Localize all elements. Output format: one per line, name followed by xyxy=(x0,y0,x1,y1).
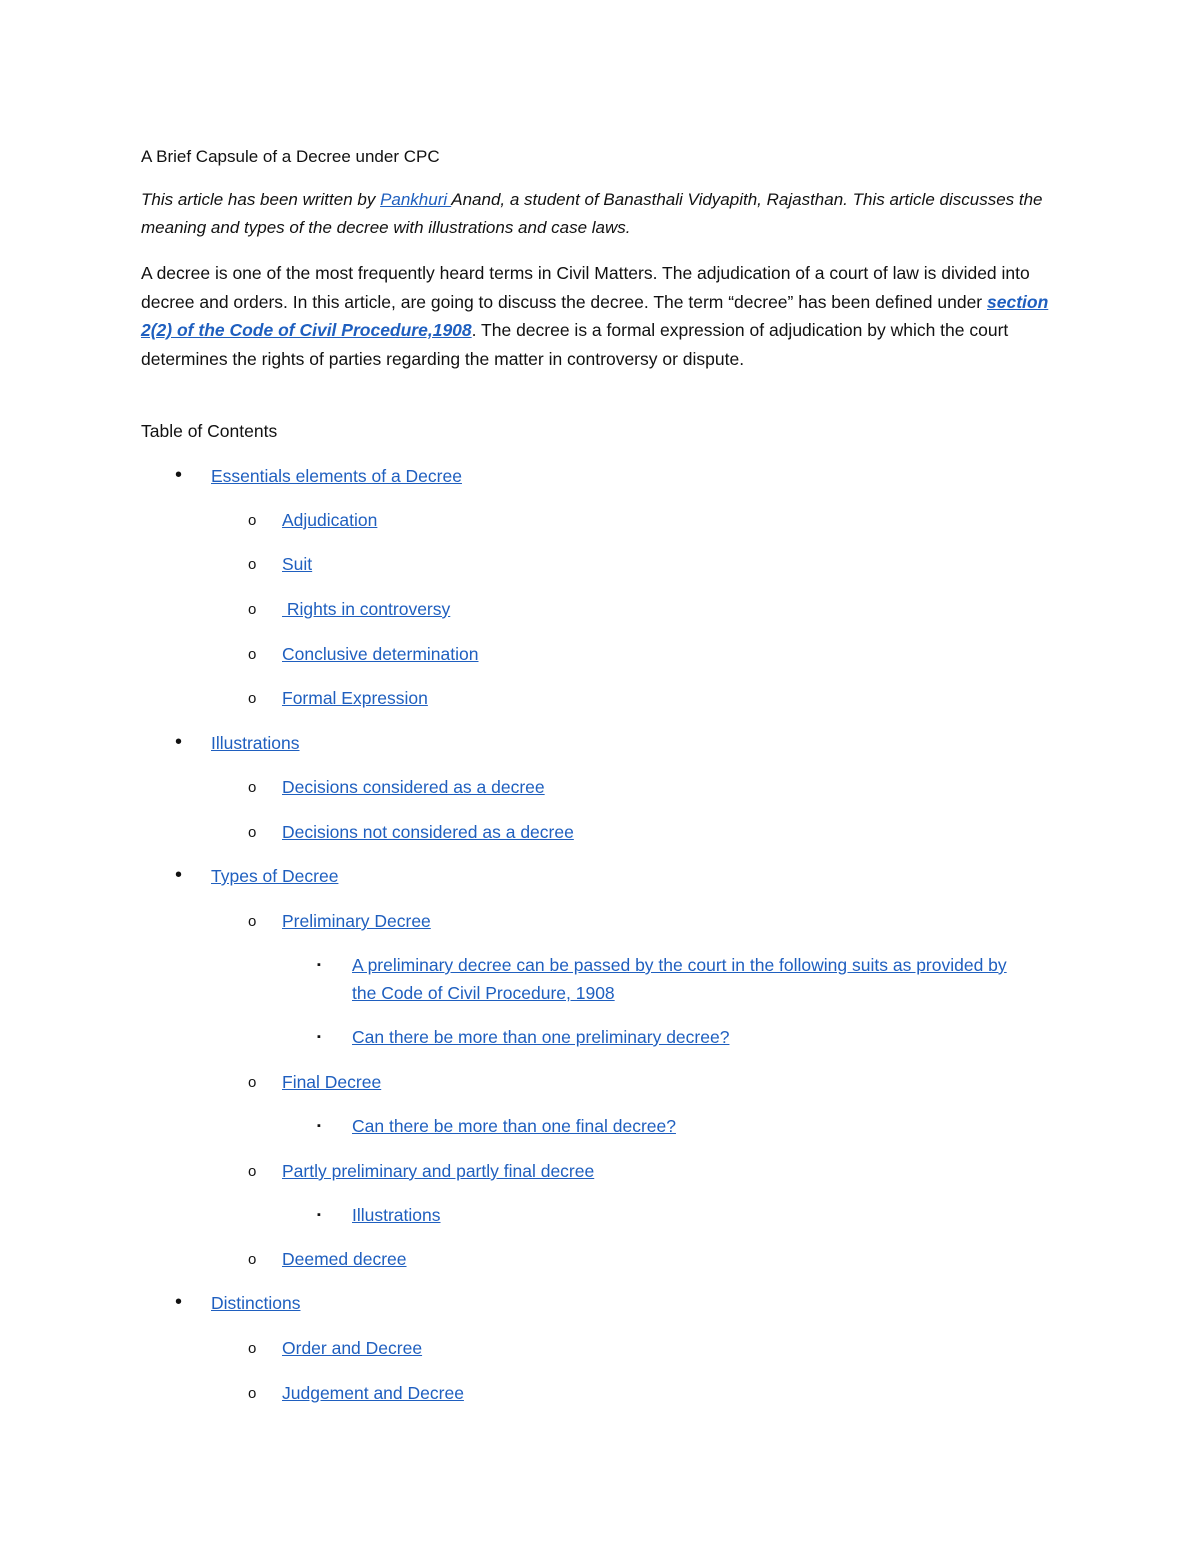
toc-link[interactable]: Can there be more than one final decree? xyxy=(352,1116,676,1136)
toc-item-formal-expression[interactable] xyxy=(248,684,428,712)
toc-link[interactable]: Formal Expression xyxy=(282,688,428,708)
bullet-icon: • xyxy=(175,1291,183,1313)
toc-item-adjudication[interactable] xyxy=(248,506,378,534)
toc-link[interactable]: A preliminary decree can be passed by the court in the following suits as provided by the Code of Civil Procedure, 1908 xyxy=(352,955,1007,1003)
toc-link[interactable]: Final Decree xyxy=(282,1072,382,1092)
article-byline xyxy=(141,186,1071,242)
cpc-section-link[interactable]: section 2(2) of the Code of Civil Procedure,1908 xyxy=(141,291,1049,340)
circle-bullet-icon: o xyxy=(248,1385,257,1402)
toc-heading: Table of Contents xyxy=(141,421,278,441)
toc-link[interactable]: Essentials elements of a Decree xyxy=(211,466,462,486)
circle-bullet-icon: o xyxy=(248,1340,257,1357)
toc-item-final-decree[interactable] xyxy=(248,1068,382,1096)
toc-link[interactable]: Adjudication xyxy=(282,510,378,530)
toc-item-distinctions[interactable] xyxy=(175,1289,301,1317)
toc-link[interactable]: Illustrations xyxy=(352,1205,441,1225)
toc-link[interactable]: Judgement and Decree xyxy=(282,1383,464,1403)
circle-bullet-icon: o xyxy=(248,601,257,618)
document-title: A Brief Capsule of a Decree under CPC xyxy=(141,147,440,166)
toc-link[interactable]: Types of Decree xyxy=(211,866,339,886)
bullet-icon: • xyxy=(175,864,183,886)
toc-link[interactable]: Rights in controversy xyxy=(282,599,451,619)
toc-link[interactable]: Distinctions xyxy=(211,1293,301,1313)
square-bullet-icon: ▪ xyxy=(317,1031,321,1043)
toc-link[interactable]: Deemed decree xyxy=(282,1249,407,1269)
toc-link[interactable]: Decisions not considered as a decree xyxy=(282,822,574,842)
bullet-icon: • xyxy=(175,731,183,753)
toc-link[interactable]: Order and Decree xyxy=(282,1338,423,1358)
toc-link[interactable]: Partly preliminary and partly final decree xyxy=(282,1161,595,1181)
toc-item-rights-in-controversy[interactable] xyxy=(248,595,451,623)
toc-item-suit[interactable] xyxy=(248,550,313,578)
toc-item-more-than-one-final[interactable] xyxy=(317,1112,1012,1140)
toc-item-illustrations-sub[interactable] xyxy=(317,1201,1012,1229)
toc-link[interactable]: Suit xyxy=(282,554,313,574)
square-bullet-icon: ▪ xyxy=(317,1209,321,1221)
toc-link[interactable]: Preliminary Decree xyxy=(282,911,431,931)
square-bullet-icon: ▪ xyxy=(317,959,321,971)
circle-bullet-icon: o xyxy=(248,646,257,663)
circle-bullet-icon: o xyxy=(248,1074,257,1091)
toc-link[interactable]: Decisions considered as a decree xyxy=(282,777,545,797)
circle-bullet-icon: o xyxy=(248,690,257,707)
intro-paragraph xyxy=(141,259,1061,373)
toc-item-judgement-and-decree[interactable] xyxy=(248,1379,464,1407)
bullet-icon: • xyxy=(175,464,183,486)
toc-item-types-of-decree[interactable] xyxy=(175,862,339,890)
author-link[interactable]: Pankhuri xyxy=(380,190,452,209)
toc-item-deemed-decree[interactable] xyxy=(248,1245,407,1273)
intro-text-start: A decree is one of the most frequently heard terms in Civil Matters. The adjudication of a court of law is divided into decree and orders. In this article, are going to discuss the decree. The term “decree” has been defined under xyxy=(141,263,1030,312)
toc-item-conclusive-determination[interactable] xyxy=(248,640,479,668)
toc-item-decisions-not-considered[interactable] xyxy=(248,818,574,846)
toc-link[interactable]: Can there be more than one preliminary decree? xyxy=(352,1027,730,1047)
toc-item-preliminary-decree[interactable] xyxy=(248,907,431,935)
toc-item-more-than-one-preliminary[interactable] xyxy=(317,1023,1012,1051)
toc-link[interactable]: Conclusive determination xyxy=(282,644,479,664)
toc-item-partly-preliminary[interactable] xyxy=(248,1157,595,1185)
circle-bullet-icon: o xyxy=(248,556,257,573)
circle-bullet-icon: o xyxy=(248,779,257,796)
toc-link[interactable]: Illustrations xyxy=(211,733,300,753)
byline-suffix: Anand, a student of Banasthali Vidyapith, Rajasthan. This article discusses the meaning and types of the decree with illustrations and case laws. xyxy=(141,190,1043,237)
square-bullet-icon: ▪ xyxy=(317,1120,321,1132)
toc-item-preliminary-decree-suits[interactable] xyxy=(317,951,1012,1007)
circle-bullet-icon: o xyxy=(248,512,257,529)
toc-item-illustrations[interactable] xyxy=(175,729,300,757)
toc-item-essentials[interactable] xyxy=(175,462,462,490)
intro-text-end: . The decree is a formal expression of adjudication by which the court determines the rights of parties regarding the matter in controversy or dispute. xyxy=(141,320,1009,369)
toc-item-decisions-considered[interactable] xyxy=(248,773,545,801)
circle-bullet-icon: o xyxy=(248,1251,257,1268)
toc-item-order-and-decree[interactable] xyxy=(248,1334,423,1362)
byline-prefix: This article has been written by xyxy=(141,190,381,209)
circle-bullet-icon: o xyxy=(248,913,257,930)
circle-bullet-icon: o xyxy=(248,1163,257,1180)
circle-bullet-icon: o xyxy=(248,824,257,841)
